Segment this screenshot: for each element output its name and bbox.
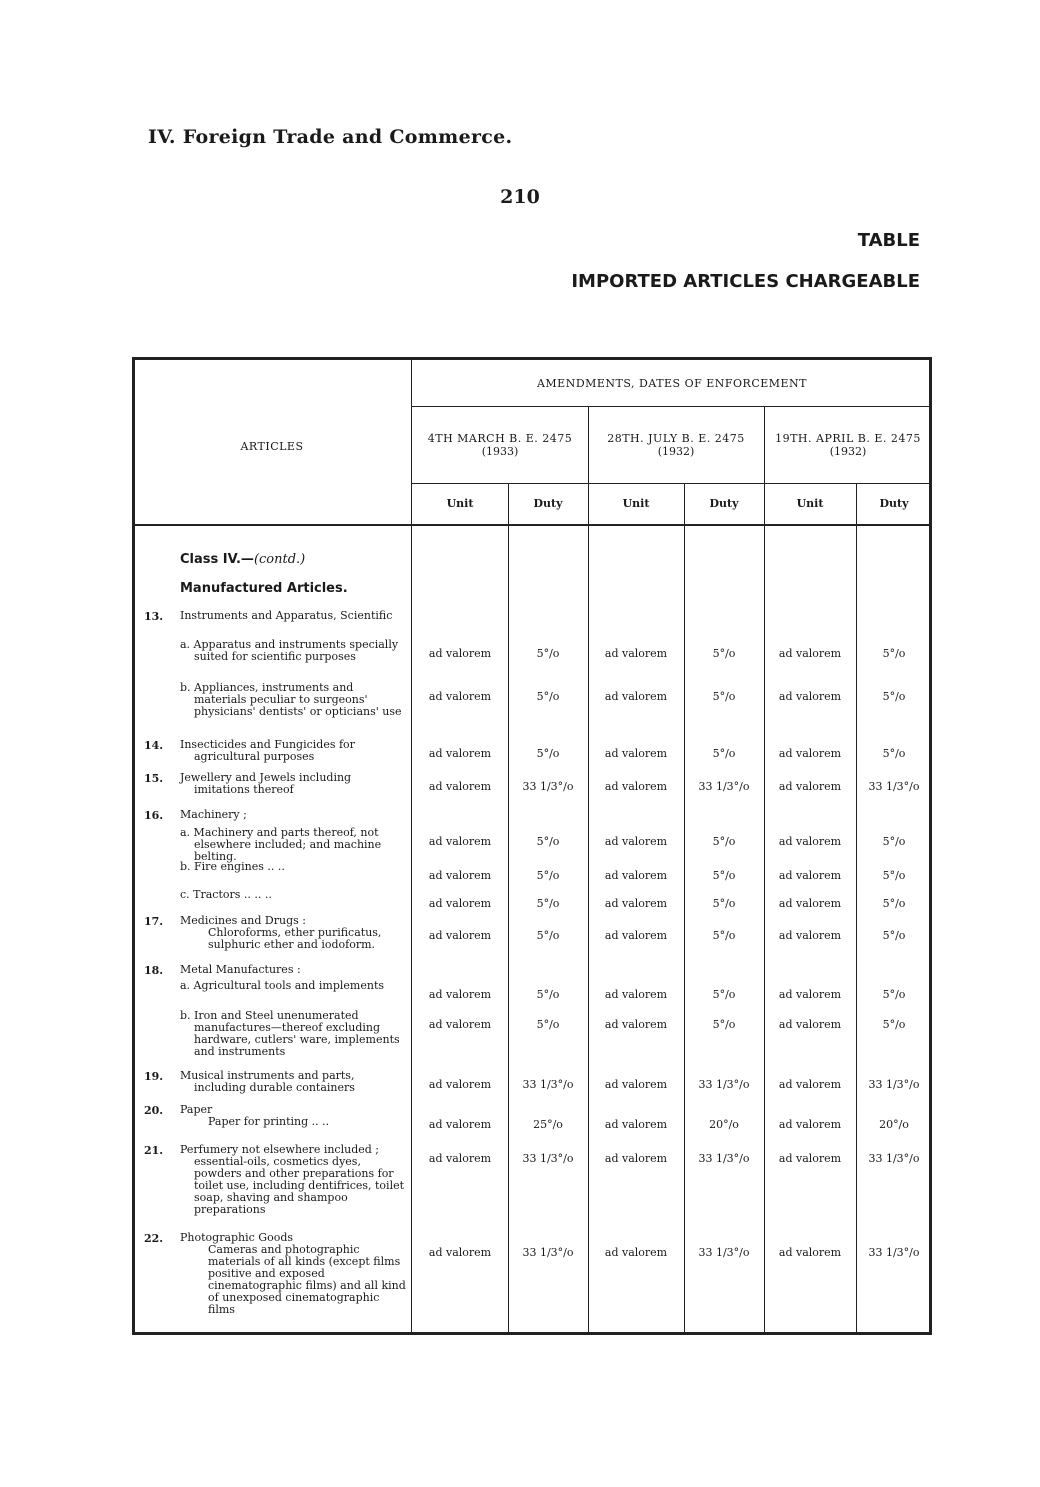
- item-number: 18.: [144, 964, 164, 977]
- unit-cell: ad valorem: [604, 1152, 668, 1165]
- unit-cell: ad valorem: [604, 835, 668, 848]
- article-description: Insecticides and Fungicides for agricultural purposes: [180, 738, 355, 763]
- unit-cell: ad valorem: [428, 1246, 492, 1259]
- unit-cell: ad valorem: [778, 988, 842, 1001]
- unit-cell: ad valorem: [428, 929, 492, 942]
- article-description: Machinery ;: [180, 808, 247, 821]
- unit-cell: ad valorem: [778, 1246, 842, 1259]
- unit-cell: ad valorem: [428, 869, 492, 882]
- unit-cell: ad valorem: [604, 929, 668, 942]
- duty-cell: 5°/o: [536, 647, 560, 660]
- table-subtitle: IMPORTED ARTICLES CHARGEABLE: [571, 271, 920, 292]
- section-title: IV. Foreign Trade and Commerce.: [148, 126, 513, 148]
- duty-header-3: Duty: [879, 497, 909, 510]
- article-description: c. Tractors .. .. ..: [180, 888, 272, 901]
- duty-cell: 33 1/3°/o: [868, 1078, 920, 1091]
- duty-cell: 5°/o: [536, 897, 560, 910]
- unit-cell: ad valorem: [428, 1118, 492, 1131]
- duty-cell: 33 1/3°/o: [868, 1246, 920, 1259]
- duty-cell: 33 1/3°/o: [698, 1078, 750, 1091]
- unit-cell: ad valorem: [604, 747, 668, 760]
- unit-header-3: Unit: [796, 497, 824, 510]
- article-description: b. Iron and Steel unenumerated manufactures—thereof excluding hardware, cutlers' ware, implements and instruments: [180, 1009, 400, 1058]
- duty-cell: 5°/o: [712, 835, 736, 848]
- unit-cell: ad valorem: [604, 869, 668, 882]
- duty-cell: 5°/o: [536, 929, 560, 942]
- unit-cell: ad valorem: [778, 1018, 842, 1031]
- date-header-1: 4TH MARCH B. E. 2475 (1933): [427, 432, 573, 458]
- duty-cell: 20°/o: [709, 1118, 739, 1131]
- duty-cell: 5°/o: [536, 747, 560, 760]
- date-header-2: 28TH. JULY B. E. 2475 (1932): [607, 432, 745, 458]
- page-number: 210: [500, 186, 540, 208]
- unit-header-2: Unit: [622, 497, 650, 510]
- duty-cell: 33 1/3°/o: [868, 1152, 920, 1165]
- article-description: Photographic Goods Cameras and photographic materials of all kinds (except films positive and exposed cinematographic films) and all kind of unexposed cinematographic films: [180, 1231, 406, 1316]
- duty-cell: 5°/o: [536, 690, 560, 703]
- article-description: a. Machinery and parts thereof, not elsewhere included; and machine belting.: [180, 826, 382, 863]
- unit-cell: ad valorem: [604, 647, 668, 660]
- article-description: b. Appliances, instruments and materials peculiar to surgeons' physicians' dentists' or opticians' use: [180, 681, 402, 718]
- item-number: 20.: [144, 1104, 164, 1117]
- item-number: 15.: [144, 772, 164, 785]
- unit-cell: ad valorem: [604, 1078, 668, 1091]
- unit-cell: ad valorem: [778, 647, 842, 660]
- unit-cell: ad valorem: [778, 747, 842, 760]
- unit-cell: ad valorem: [604, 897, 668, 910]
- unit-cell: ad valorem: [428, 1078, 492, 1091]
- duty-cell: 33 1/3°/o: [698, 780, 750, 793]
- duty-cell: 5°/o: [882, 988, 906, 1001]
- duty-cell: 5°/o: [536, 869, 560, 882]
- unit-cell: ad valorem: [604, 1018, 668, 1031]
- duty-cell: 5°/o: [882, 929, 906, 942]
- duty-cell: 5°/o: [882, 897, 906, 910]
- duty-cell: 5°/o: [712, 897, 736, 910]
- duty-cell: 5°/o: [882, 835, 906, 848]
- duty-cell: 5°/o: [712, 988, 736, 1001]
- tariff-table: [132, 357, 932, 1337]
- article-description: Paper Paper for printing .. ..: [180, 1103, 330, 1128]
- article-description: Instruments and Apparatus, Scientific: [180, 609, 393, 622]
- article-description: Medicines and Drugs : Chloroforms, ether purificatus, sulphuric ether and iodoform.: [180, 914, 382, 951]
- unit-cell: ad valorem: [778, 835, 842, 848]
- duty-cell: 5°/o: [882, 690, 906, 703]
- unit-cell: ad valorem: [778, 929, 842, 942]
- unit-cell: ad valorem: [428, 780, 492, 793]
- unit-cell: ad valorem: [428, 897, 492, 910]
- article-description: a. Apparatus and instruments specially suited for scientific purposes: [180, 638, 399, 663]
- unit-cell: ad valorem: [604, 988, 668, 1001]
- unit-cell: ad valorem: [604, 780, 668, 793]
- class-subheading: Manufactured Articles.: [180, 581, 348, 596]
- duty-cell: 5°/o: [712, 929, 736, 942]
- duty-cell: 5°/o: [882, 747, 906, 760]
- duty-cell: 5°/o: [712, 647, 736, 660]
- table-label: TABLE: [857, 230, 920, 251]
- unit-cell: ad valorem: [604, 1118, 668, 1131]
- article-description: b. Fire engines .. ..: [180, 860, 285, 873]
- article-description: Jewellery and Jewels including imitations thereof: [180, 771, 352, 796]
- duty-cell: 33 1/3°/o: [522, 1078, 574, 1091]
- duty-cell: 5°/o: [536, 1018, 560, 1031]
- duty-header-2: Duty: [709, 497, 739, 510]
- duty-cell: 5°/o: [712, 869, 736, 882]
- duty-cell: 33 1/3°/o: [522, 780, 574, 793]
- article-description: Musical instruments and parts, including durable containers: [180, 1069, 355, 1094]
- article-description: a. Agricultural tools and implements: [180, 979, 385, 992]
- duty-cell: 5°/o: [712, 747, 736, 760]
- duty-cell: 33 1/3°/o: [698, 1246, 750, 1259]
- item-number: 13.: [144, 610, 164, 623]
- unit-cell: ad valorem: [778, 1078, 842, 1091]
- duty-cell: 5°/o: [712, 690, 736, 703]
- duty-cell: 5°/o: [882, 1018, 906, 1031]
- duty-cell: 25°/o: [533, 1118, 563, 1131]
- unit-cell: ad valorem: [428, 1152, 492, 1165]
- unit-cell: ad valorem: [778, 780, 842, 793]
- duty-cell: 5°/o: [536, 835, 560, 848]
- unit-cell: ad valorem: [428, 988, 492, 1001]
- duty-cell: 5°/o: [536, 988, 560, 1001]
- duty-cell: 5°/o: [882, 647, 906, 660]
- unit-cell: ad valorem: [778, 869, 842, 882]
- duty-cell: 33 1/3°/o: [522, 1152, 574, 1165]
- duty-cell: 33 1/3°/o: [698, 1152, 750, 1165]
- unit-cell: ad valorem: [604, 690, 668, 703]
- duty-cell: 5°/o: [882, 869, 906, 882]
- duty-cell: 20°/o: [879, 1118, 909, 1131]
- duty-cell: 5°/o: [712, 1018, 736, 1031]
- class-heading: Class IV.—(contd.): [180, 552, 306, 567]
- unit-cell: ad valorem: [428, 747, 492, 760]
- articles-header: ARTICLES: [240, 440, 304, 453]
- unit-cell: ad valorem: [428, 1018, 492, 1031]
- unit-cell: ad valorem: [778, 690, 842, 703]
- unit-cell: ad valorem: [604, 1246, 668, 1259]
- unit-cell: ad valorem: [778, 1152, 842, 1165]
- item-number: 21.: [144, 1144, 164, 1157]
- article-description: Metal Manufactures :: [180, 963, 301, 976]
- unit-cell: ad valorem: [778, 1118, 842, 1131]
- duty-cell: 33 1/3°/o: [522, 1246, 574, 1259]
- unit-cell: ad valorem: [428, 647, 492, 660]
- item-number: 22.: [144, 1232, 164, 1245]
- item-number: 17.: [144, 915, 164, 928]
- amendments-header: AMENDMENTS, DATES OF ENFORCEMENT: [536, 377, 808, 390]
- duty-cell: 33 1/3°/o: [868, 780, 920, 793]
- date-header-3: 19TH. APRIL B. E. 2475 (1932): [775, 432, 921, 458]
- article-description: Perfumery not elsewhere included ; essential-oils, cosmetics dyes, powders and other preparations for toilet use, including dentifrices, toilet soap, shaving and shampoo preparations: [180, 1143, 405, 1216]
- item-number: 14.: [144, 739, 164, 752]
- unit-cell: ad valorem: [428, 835, 492, 848]
- item-number: 16.: [144, 809, 164, 822]
- duty-header-1: Duty: [533, 497, 563, 510]
- unit-cell: ad valorem: [778, 897, 842, 910]
- unit-header-1: Unit: [446, 497, 474, 510]
- item-number: 19.: [144, 1070, 164, 1083]
- unit-cell: ad valorem: [428, 690, 492, 703]
